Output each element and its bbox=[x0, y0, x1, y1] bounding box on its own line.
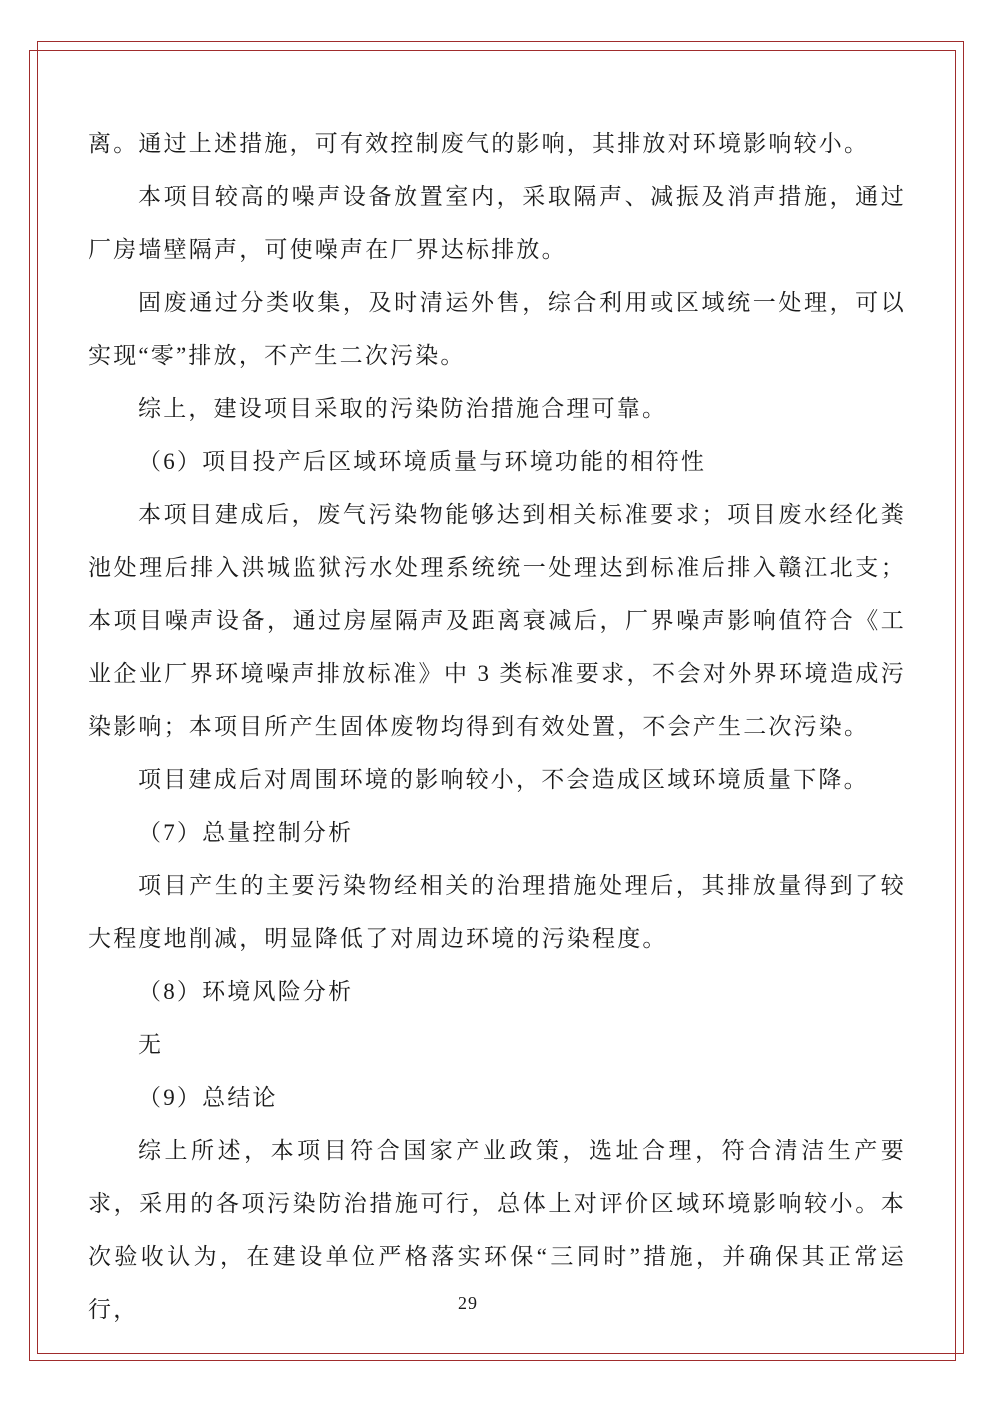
text-content bbox=[88, 117, 906, 1336]
paragraph: 离。通过上述措施，可有效控制废气的影响，其排放对环境影响较小。 bbox=[88, 131, 870, 156]
paragraph: （8）环境风险分析 bbox=[138, 979, 354, 1004]
paragraph: 无 bbox=[138, 1032, 164, 1057]
paragraph: 本项目建成后，废气污染物能够达到相关标准要求；项目废水经化粪池处理后排入洪城监狱污水处理系统统一处理达到标准后排入赣江北支；本项目噪声设备，通过房屋隔声及距离衰减后，厂界噪声影响值符合《工业企业厂界环境噪声排放标准》中 3 类标准要求，不会对外界环境造成污染影响；本项目所产生固体废物均得到有效处置，不会产生二次污染。 bbox=[88, 502, 906, 739]
paragraph: （9）总结论 bbox=[138, 1085, 278, 1110]
page-number: 29 bbox=[458, 1293, 478, 1313]
paragraph: 项目产生的主要污染物经相关的治理措施处理后，其排放量得到了较大程度地削减，明显降低了对周边环境的污染程度。 bbox=[88, 873, 906, 951]
paragraph: 综上，建设项目采取的污染防治措施合理可靠。 bbox=[138, 396, 668, 421]
paragraph: （6）项目投产后区域环境质量与环境功能的相符性 bbox=[138, 449, 707, 474]
paragraph: 综上所述，本项目符合国家产业政策，选址合理，符合清洁生产要求，采用的各项污染防治措施可行，总体上对评价区域环境影响较小。本次验收认为，在建设单位严格落实环保“三同时”措施，并确保其正常运行， bbox=[88, 1138, 906, 1322]
paragraph: 项目建成后对周围环境的影响较小，不会造成区域环境质量下降。 bbox=[138, 767, 869, 792]
paragraph: （7）总量控制分析 bbox=[138, 820, 354, 845]
paragraph: 固废通过分类收集，及时清运外售，综合利用或区域统一处理，可以实现“零”排放，不产生二次污染。 bbox=[88, 290, 906, 368]
paragraph: 本项目较高的噪声设备放置室内，采取隔声、减振及消声措施，通过厂房墙壁隔声，可使噪声在厂界达标排放。 bbox=[88, 184, 906, 262]
